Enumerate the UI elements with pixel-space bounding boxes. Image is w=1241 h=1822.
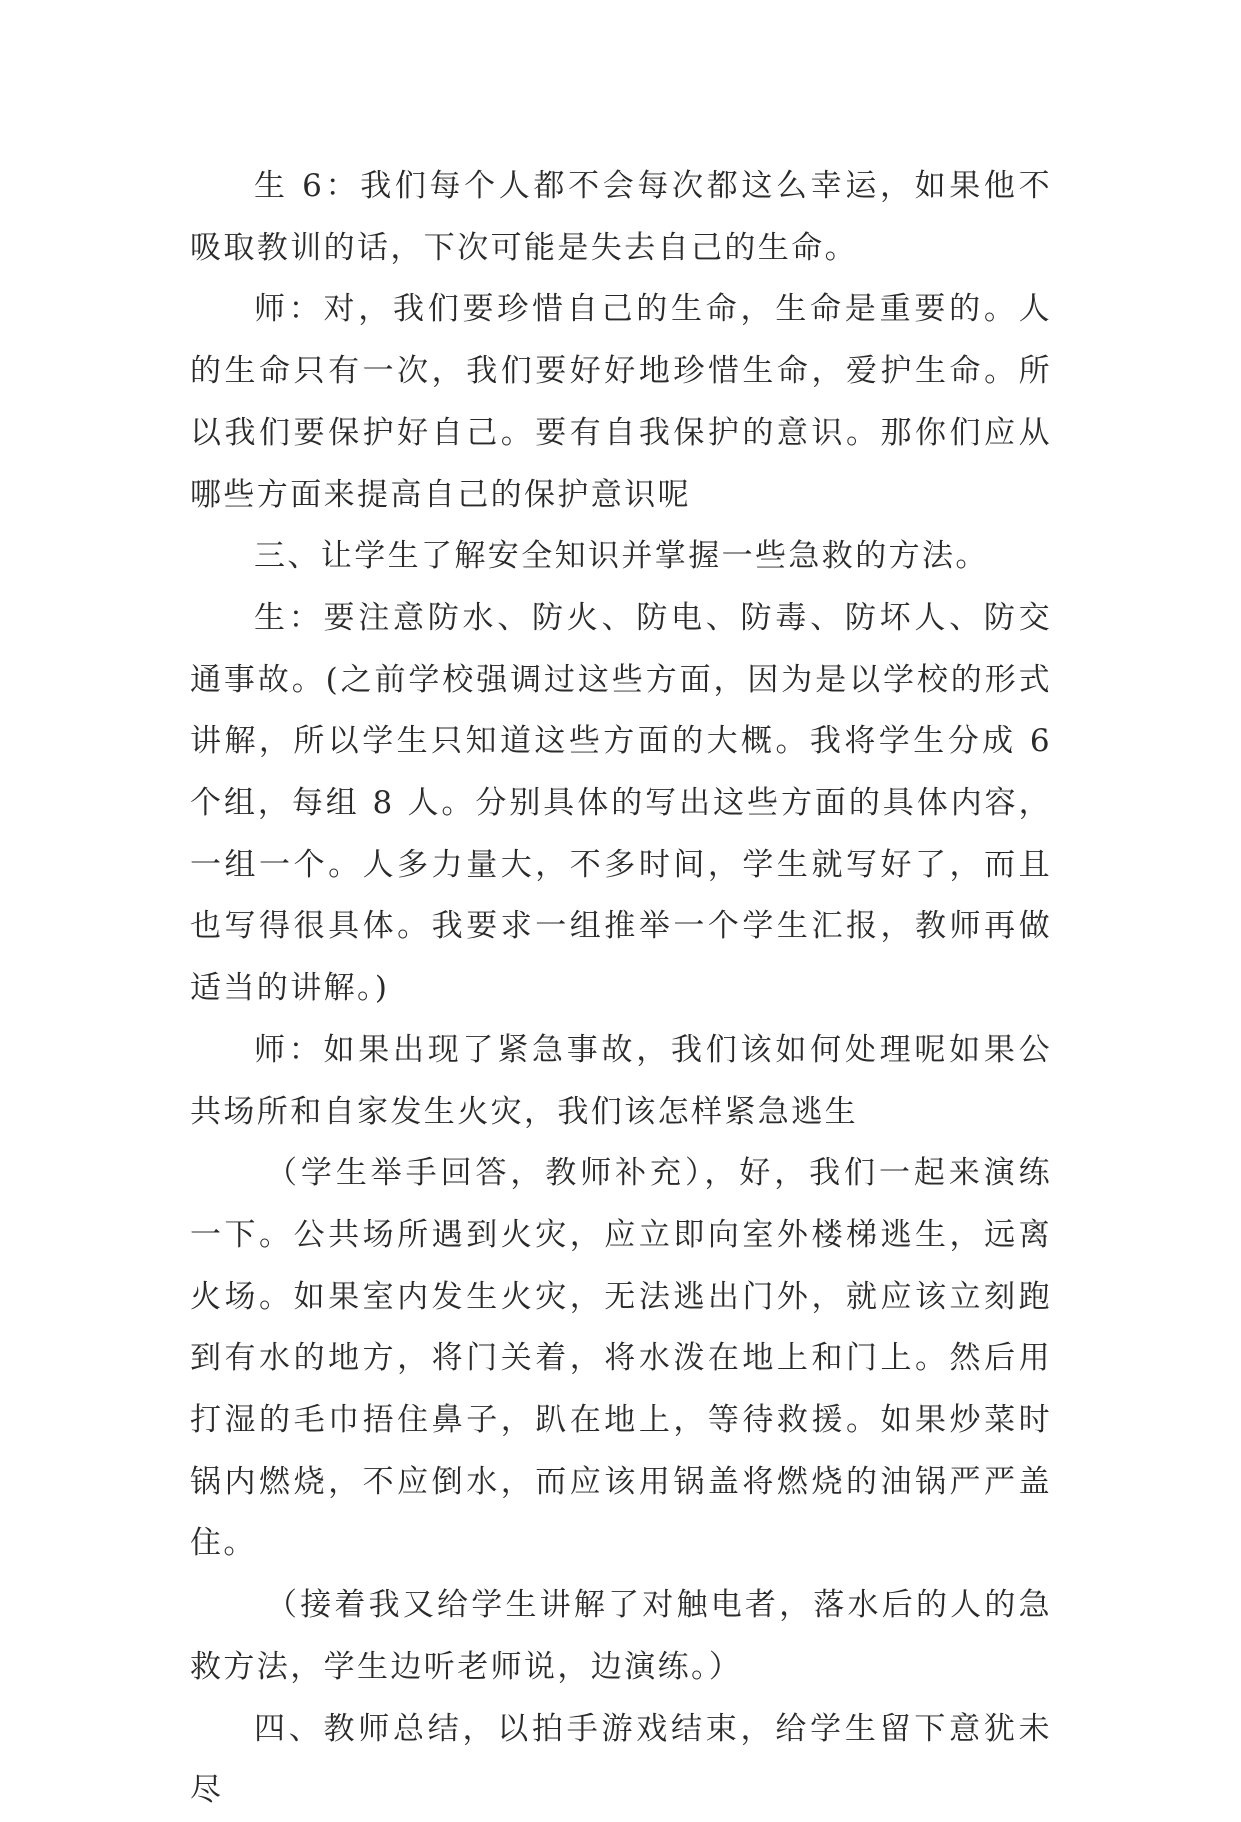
paragraph-teacher-cherish-life: 师：对，我们要珍惜自己的生命，生命是重要的。人的生命只有一次，我们要好好地珍惜生命，爱护生命。所以我们要保护好自己。要有自我保护的意识。那你们应从哪些方面来提高自己的保护意识呢 <box>190 291 1052 513</box>
paragraph-first-aid: （接着我又给学生讲解了对触电者，落水后的人的急救方法，学生边听老师说，边演练。） <box>190 1587 1052 1685</box>
paragraph-student-safety-topics: 生：要注意防水、防火、防电、防毒、防坏人、防交通事故。(之前学校强调过这些方面，因为是以学校的形式讲解，所以学生只知道这些方面的大概。我将学生分成 6 个组，每组 8 人。分别具体的写出这些方面的具体内容，一组一个。人多力量大，不多时间，学生就写好了，而且也写得很具体。我要求一组推举一个学生汇报，教师再做适当的讲解。) <box>190 599 1052 1007</box>
paragraph-section-three: 三、让学生了解安全知识并掌握一些急救的方法。 <box>254 538 989 575</box>
paragraph-section-four: 四、教师总结，以拍手游戏结束，给学生留下意犹未尽 <box>190 1710 1052 1809</box>
paragraph-student6: 生 6：我们每个人都不会每次都这么幸运，如果他不吸取教训的话，下次可能是失去自己的生命。 <box>190 168 1052 266</box>
document-body <box>190 156 1052 1822</box>
paragraph-teacher-emergency: 师：如果出现了紧急事故，我们该如何处理呢如果公共场所和自家发生火灾，我们该怎样紧急逃生 <box>190 1031 1052 1130</box>
paragraph-fire-drill: （学生举手回答，教师补充），好，我们一起来演练一下。公共场所遇到火灾，应立即向室外楼梯逃生，远离火场。如果室内发生火灾，无法逃出门外，就应该立刻跑到有水的地方，将门关着，将水泼在地上和门上。然后用打湿的毛巾捂住鼻子，趴在地上，等待救援。如果炒菜时锅内燃烧，不应倒水，而应该用锅盖将燃烧的油锅严严盖住。 <box>190 1155 1052 1562</box>
